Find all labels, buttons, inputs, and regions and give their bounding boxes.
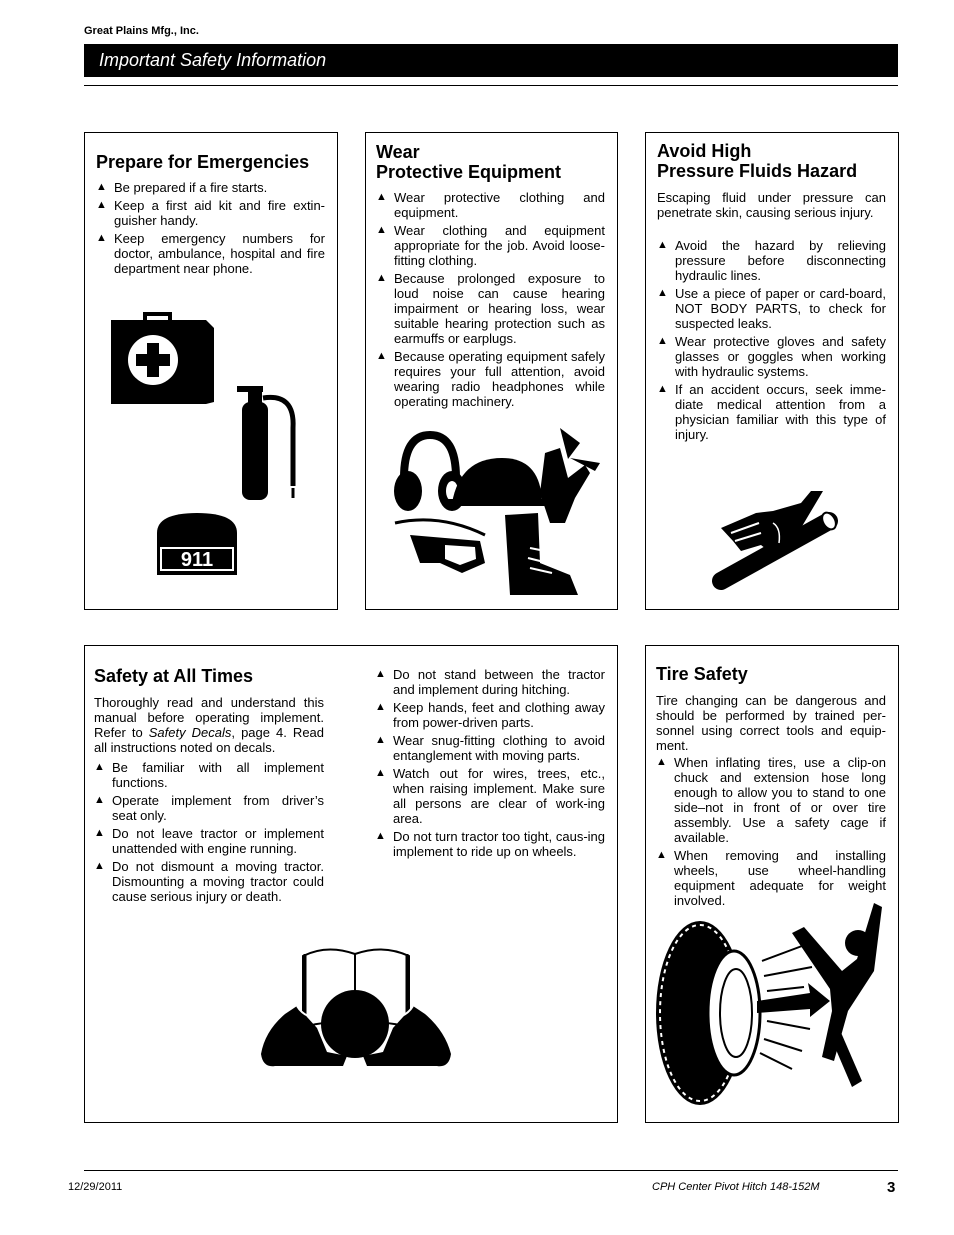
safety-decals-reference: Safety Decals	[148, 725, 232, 740]
list-item: ▲ When inflating tires, use a clip-on chuck and extension hose long enough to allow you to stand to one side–not in front of or over tire assembly. Use a safety cage if available.	[656, 755, 886, 845]
telephone-icon	[157, 513, 237, 575]
intro-text: , page 4. Read all instructions noted on decals.	[94, 725, 325, 755]
list-item: ▲ Do not turn tractor too tight, caus-ing implement to ride up on wheels.	[375, 829, 605, 859]
list-item: ▲ Keep hands, feet and clothing away from power-driven parts.	[375, 700, 605, 730]
list-item: ▲ Use a piece of paper or card-board, NOT BODY PARTS, to check for suspected leaks.	[657, 286, 886, 331]
footer-document-title: CPH Center Pivot Hitch 148-152M	[652, 1181, 820, 1193]
list-item: ▲ Wear snug-fitting clothing to avoid entanglement with moving parts.	[375, 733, 605, 763]
emergencies-list	[96, 180, 325, 279]
footer-rule	[84, 1170, 898, 1171]
list-item: ▲ Do not leave tractor or implement unattended with engine running.	[94, 826, 324, 856]
tire-explosion-illustration	[652, 901, 892, 1113]
tire-intro: Tire changing can be dangerous and should be performed by trained per-sonnel using correct tools and equip-ment.	[656, 693, 886, 753]
reading-manual-illustration	[257, 936, 457, 1081]
list-item: ▲ Watch out for wires, trees, etc., when raising implement. Make sure all persons are clear of work-ing area.	[375, 766, 605, 826]
tire-list	[656, 755, 886, 911]
gloves-icon	[540, 428, 600, 523]
list-item: ▲ Wear protective gloves and safety glasses or goggles when working with hydraulic systems.	[657, 334, 886, 379]
list-item: ▲ If an accident occurs, seek imme-diate medical attention from a physician familiar with this type of injury.	[657, 382, 886, 442]
list-item: ▲ Keep emergency numbers for doctor, ambulance, hospital and fire department near phone.	[96, 231, 325, 276]
safety-intro	[94, 695, 324, 755]
list-item: ▲ Do not dismount a moving tractor. Dismounting a moving tractor could cause serious injury or death.	[94, 859, 324, 904]
panel-tire	[645, 645, 899, 1123]
panel-safety	[84, 645, 618, 1123]
list-item: ▲ Be familiar with all implement functions.	[94, 760, 324, 790]
list-item: ▲ Do not stand between the tractor and implement during hitching.	[375, 667, 605, 697]
list-item: ▲ Because prolonged exposure to loud noise can cause hearing impairment or hearing loss, wear suitable hearing protection such as earmuffs or earplugs.	[376, 271, 605, 346]
panel-fluids	[645, 132, 899, 610]
panel-title	[376, 142, 561, 182]
hard-hat-icon	[444, 458, 550, 506]
list-item: ▲ Wear clothing and equipment appropriate for the job. Avoid loose-fitting clothing.	[376, 223, 605, 268]
company-name: Great Plains Mfg., Inc.	[84, 25, 199, 37]
footer-date: 12/29/2011	[68, 1181, 123, 1193]
list-item: ▲ When removing and installing wheels, use wheel-handling equipment adequate for weight involved.	[656, 848, 886, 908]
section-title-bar	[84, 44, 898, 77]
hand-icon	[721, 491, 823, 553]
section-title: Important Safety Information	[99, 50, 327, 70]
list-item: ▲ Wear protective clothing and equipment.	[376, 190, 605, 220]
ppe-list	[376, 190, 605, 412]
panel-ppe	[365, 132, 618, 610]
intro-text: Thoroughly read and understand this manual before operating implement. Refer to	[94, 695, 324, 740]
list-item: ▲ Avoid the hazard by relieving pressure before disconnecting hydraulic lines.	[657, 238, 886, 283]
fluids-list	[657, 238, 886, 445]
panel-emergencies	[84, 132, 338, 610]
panel-title: Prepare for Emergencies	[96, 152, 310, 172]
phone-number-label: 911	[180, 549, 214, 571]
safety-goggles-icon	[395, 520, 485, 573]
title-line: Avoid High	[657, 141, 752, 161]
ppe-illustration	[390, 423, 610, 603]
fluids-intro: Escaping fluid under pressure can penetrate skin, causing serious injury.	[657, 190, 886, 220]
safety-list-left	[94, 760, 324, 907]
first-aid-kit-icon	[111, 314, 214, 404]
work-boot-icon	[505, 513, 578, 595]
safety-list-right	[375, 667, 605, 862]
tire-icon	[656, 921, 760, 1105]
page-number: 3	[887, 1179, 896, 1196]
panel-title	[657, 141, 857, 181]
list-item: ▲ Operate implement from driver’s seat only.	[94, 793, 324, 823]
list-item: ▲ Keep a first aid kit and fire extin-guisher handy.	[96, 198, 325, 228]
title-line: Wear	[376, 142, 420, 162]
emergency-illustration	[105, 308, 320, 578]
list-item: ▲ Be prepared if a fire starts.	[96, 180, 325, 195]
list-item: ▲ Because operating equipment safely requires your full attention, avoid wearing radio headphones while operating machinery.	[376, 349, 605, 409]
panel-title: Tire Safety	[656, 664, 748, 684]
fire-extinguisher-icon	[237, 386, 293, 500]
hydraulic-leak-illustration	[711, 483, 841, 593]
header-rule	[84, 85, 898, 86]
person-reading-icon	[261, 990, 451, 1066]
title-line: Protective Equipment	[376, 162, 562, 182]
title-line: Pressure Fluids Hazard	[657, 161, 858, 181]
panel-title: Safety at All Times	[94, 666, 254, 686]
